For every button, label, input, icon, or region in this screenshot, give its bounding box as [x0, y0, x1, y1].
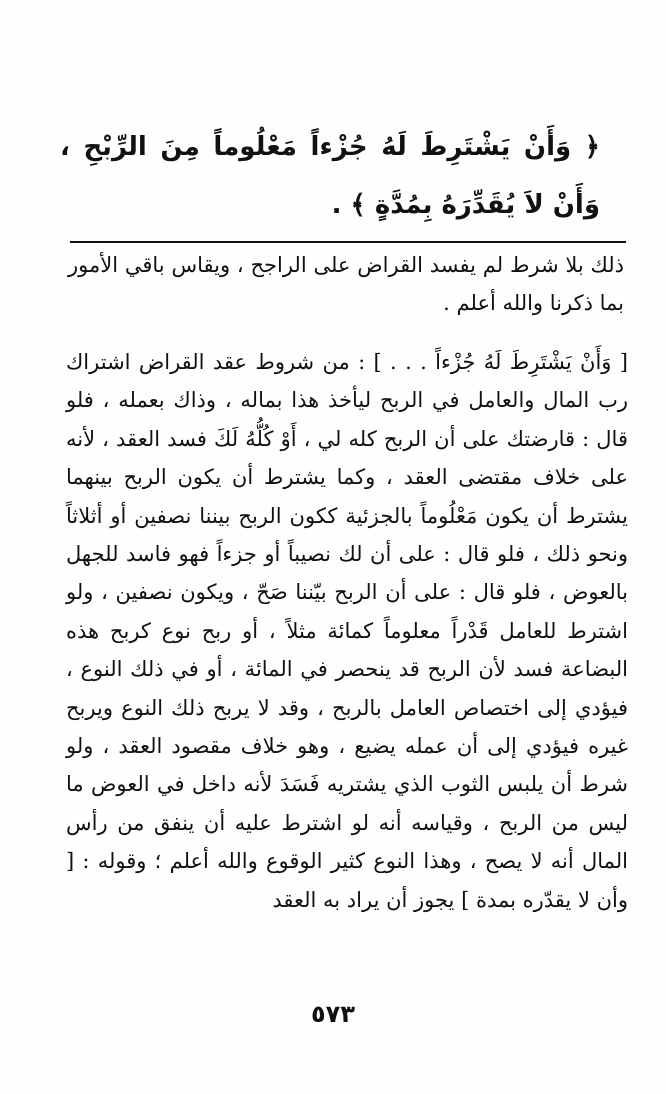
section-divider	[70, 241, 626, 243]
commentary-paragraph-1: ذلك بلا شرط لم يفسد القراض على الراجح ، ويقاس باقي الأمور بما ذكرنا والله أعلم .	[68, 253, 624, 316]
page-number: ٥٧٣	[311, 1000, 355, 1028]
matn-verse: ﴿ وَأَنْ يَشْتَرِطَ لَهُ جُزْءاً مَعْلُوماً مِنَ الرِّبْحِ ، وَأَنْ لاَ يُقَدِّرَهُ بِمُدَّةٍ ﴾ .	[60, 132, 600, 220]
commentary-paragraph-2: [ وَأَنْ يَشْتَرِطَ لَهُ جُزْءاً . . . ] : من شروط عقد القراض اشتراك رب المال والعامل في الربح ليأخذ هذا بماله ، وذاك بعمله ، فلو قال : قارضتك على أن الربح كله لي ، أَوْ كُلُّهُ لَكَ فسد العقد ، لأنه على خلاف مقتضى العقد ، وكما يشترط أن يكون الربح بينهما يشترط أن يكون مَعْلُوماً بالجزئية ككون الربح بيننا نصفين أو أثلاثاً ونحو ذلك ، فلو قال : على أن لك نصيباً أو جزءاً فهو فاسد للجهل بالعوض ، فلو قال : على أن الربح بيّننا صَحّ ، ويكون نصفين ، ولو اشترط للعامل قَدْراً معلوماً كمائة مثلاً ، أو ربح نوع كربح هذه البضاعة فسد لأن الربح قد ينحصر في المائة ، أو في ذلك النوع ، فيؤدي إلى اختصاص العامل بالربح ، وقد لا يربح ذلك النوع ويربح غيره فيؤدي إلى أن عمله يضيع ، وهو خلاف مقصود العقد ، ولو شرط أن يلبس الثوب الذي يشتريه فَسَدَ لأنه داخل في العوض ما ليس من الربح ، وقياسه أنه لو اشترط عليه أن ينفق من رأس المال أنه لا يصح ، وهذا النوع كثير الوقوع والله أعلم ؛ وقوله : [ وأن لا يقدّره بمدة ] يجوز أن يراد به العقد	[66, 350, 628, 912]
